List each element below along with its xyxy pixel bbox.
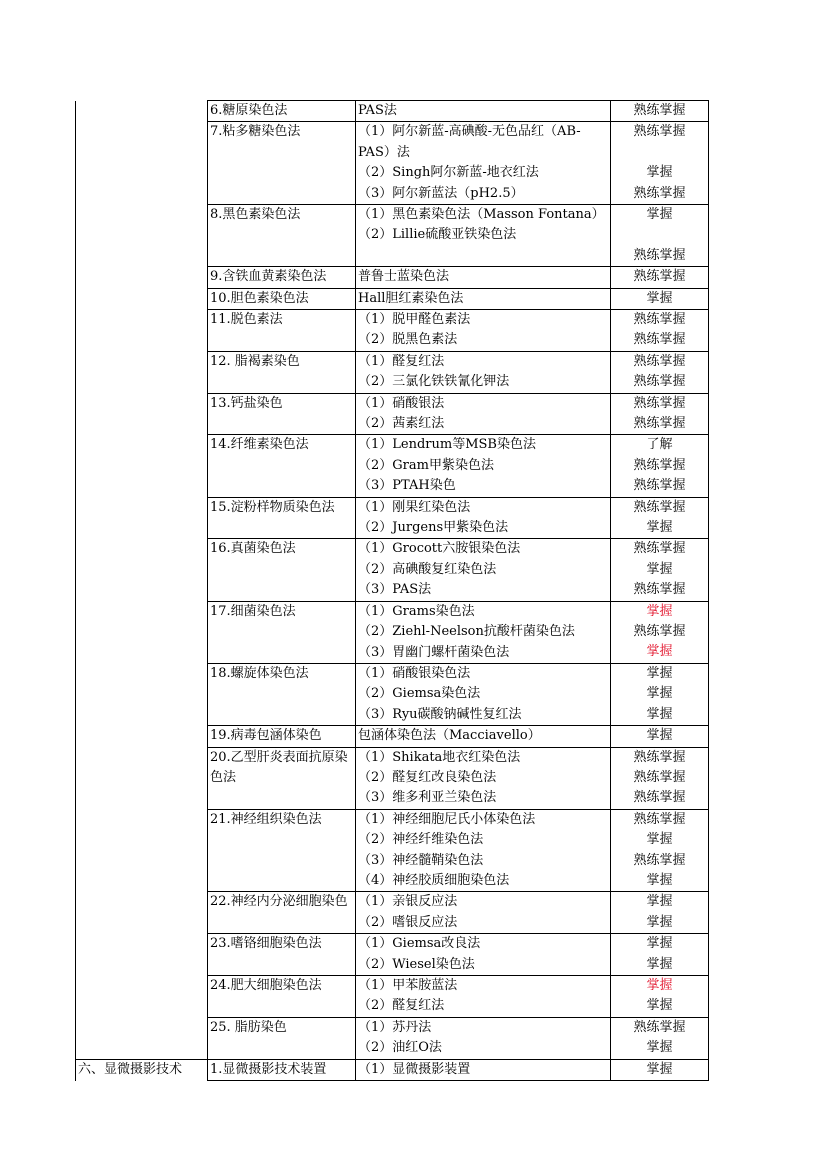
method-cell (356, 435, 611, 497)
table-row (76, 288, 709, 309)
method-line: （1）Grocott六胺银染色法 (358, 541, 521, 557)
mastery-level: 熟练掌握 (633, 332, 686, 348)
mastery-level: 熟练掌握 (633, 852, 686, 868)
mastery-level: 掌握 (646, 561, 673, 577)
level-cell (611, 351, 709, 393)
method-line: （3）阿尔新蓝法（pH2.5） (358, 185, 524, 201)
mastery-level: 掌握 (646, 1040, 673, 1056)
mastery-level: 掌握 (646, 644, 673, 660)
method-cell (356, 101, 611, 122)
table-row (76, 976, 709, 1018)
mastery-level: 掌握 (646, 956, 673, 972)
mastery-level: 掌握 (646, 520, 673, 536)
method-line: （1）阿尔新蓝-高碘酸-无色品红（AB-PAS）法 (358, 124, 581, 160)
item-label: 20.乙型肝炎表面抗原染色法 (210, 749, 348, 785)
item-label: 8.黑色素染色法 (210, 207, 301, 223)
level-cell (611, 205, 709, 267)
item-label: 17.细菌染色法 (210, 603, 296, 619)
mastery-level: 熟练掌握 (633, 353, 686, 369)
method-line: （2）神经纤维染色法 (358, 832, 484, 848)
method-cell (356, 809, 611, 892)
method-line: （3）维多利亚兰染色法 (358, 790, 497, 806)
section-cell (76, 663, 208, 725)
method-cell (356, 351, 611, 393)
level-cell (611, 809, 709, 892)
level-cell (611, 976, 709, 1018)
mastery-level: 熟练掌握 (633, 749, 686, 765)
item-cell (208, 351, 356, 393)
section-cell (76, 934, 208, 976)
item-label: 11.脱色素法 (210, 312, 283, 328)
mastery-level: 熟练掌握 (633, 499, 686, 515)
item-cell (208, 663, 356, 725)
section-cell (76, 288, 208, 309)
level-cell (611, 310, 709, 352)
training-requirements-table (75, 100, 709, 1081)
method-cell (356, 663, 611, 725)
method-cell (356, 892, 611, 934)
method-line: （4）神经胶质细胞染色法 (358, 872, 510, 888)
section-cell (76, 809, 208, 892)
section-cell (76, 101, 208, 122)
level-cell (611, 393, 709, 435)
method-line: （1）神经细胞尼氏小体染色法 (358, 811, 536, 827)
mastery-level: 熟练掌握 (633, 790, 686, 806)
mastery-level: 掌握 (646, 1061, 673, 1077)
method-line: （1）Giemsa改良法 (358, 936, 481, 952)
mastery-level: 掌握 (646, 914, 673, 930)
method-line: （2）嗜银反应法 (358, 914, 458, 930)
item-cell (208, 539, 356, 601)
item-cell (208, 288, 356, 309)
item-label: 19.病毒包涵体染色 (210, 728, 322, 744)
method-line: （2）Jurgens甲紫染色法 (358, 520, 509, 536)
section-cell (76, 497, 208, 539)
item-cell (208, 122, 356, 205)
table-row (76, 1059, 709, 1080)
method-cell (356, 288, 611, 309)
table-row (76, 267, 709, 288)
mastery-level: 熟练掌握 (633, 103, 686, 118)
mastery-level: 熟练掌握 (633, 769, 686, 785)
method-cell (356, 393, 611, 435)
item-cell (208, 747, 356, 809)
section-cell (76, 435, 208, 497)
method-cell (356, 934, 611, 976)
method-line: 包涵体染色法（Macciavello） (358, 728, 541, 744)
table-row (76, 934, 709, 976)
item-cell (208, 1017, 356, 1059)
table-row (76, 747, 709, 809)
level-cell (611, 267, 709, 288)
mastery-level (613, 143, 706, 163)
section-cell (76, 892, 208, 934)
item-label: 13.钙盐染色 (210, 395, 283, 411)
item-cell (208, 497, 356, 539)
item-label: 22.神经内分泌细胞染色 (210, 894, 348, 910)
item-cell (208, 934, 356, 976)
section-cell (76, 267, 208, 288)
item-label: 6.糖原染色法 (210, 103, 288, 118)
level-cell (611, 101, 709, 122)
mastery-level: 掌握 (646, 728, 673, 744)
mastery-level: 掌握 (646, 998, 673, 1014)
method-line: （1）硝酸银染色法 (358, 665, 471, 681)
table-row (76, 435, 709, 497)
item-cell (208, 310, 356, 352)
section-cell (76, 539, 208, 601)
mastery-level: 掌握 (646, 603, 673, 619)
item-label: 12. 脂褐素染色 (210, 353, 300, 369)
method-line: 普鲁士蓝染色法 (358, 269, 450, 285)
level-cell (611, 663, 709, 725)
item-label: 7.粘多糖染色法 (210, 124, 301, 140)
method-line: （1）Shikata地衣红染色法 (358, 749, 521, 765)
method-line: （1）黑色素染色法（Masson Fontana） (358, 207, 605, 223)
section-cell (76, 205, 208, 267)
level-cell (611, 934, 709, 976)
mastery-level: 掌握 (646, 894, 673, 910)
method-line: （1）显微摄影装置 (358, 1061, 471, 1077)
method-line: （3）PTAH染色 (358, 478, 456, 494)
method-cell (356, 267, 611, 288)
item-cell (208, 976, 356, 1018)
method-cell (356, 497, 611, 539)
section-cell (76, 1017, 208, 1059)
mastery-level: 熟练掌握 (633, 395, 686, 411)
method-cell (356, 205, 611, 267)
method-line: （1）脱甲醛色素法 (358, 312, 471, 328)
method-line: （3）Ryu碳酸钠碱性复红法 (358, 706, 522, 722)
method-line: （3）神经髓鞘染色法 (358, 852, 484, 868)
mastery-level: 熟练掌握 (633, 1019, 686, 1035)
item-cell (208, 101, 356, 122)
mastery-level (613, 225, 706, 245)
method-line: （2）Singh阿尔新蓝-地衣红法 (358, 165, 539, 181)
mastery-level: 掌握 (646, 686, 673, 702)
method-line: （2）Gram甲紫染色法 (358, 457, 494, 473)
item-label: 23.嗜铬细胞染色法 (210, 936, 322, 952)
mastery-level: 熟练掌握 (633, 624, 686, 640)
method-cell (356, 1017, 611, 1059)
table-row (76, 393, 709, 435)
method-cell (356, 601, 611, 663)
mastery-level: 掌握 (646, 706, 673, 722)
mastery-level: 掌握 (646, 832, 673, 848)
item-label: 14.纤维素染色法 (210, 437, 309, 453)
item-cell (208, 809, 356, 892)
method-line: （2）三氯化铁铁氰化钾法 (358, 374, 510, 390)
mastery-level: 熟练掌握 (633, 541, 686, 557)
mastery-level: 熟练掌握 (633, 269, 686, 285)
mastery-level: 熟练掌握 (633, 185, 686, 201)
table-row (76, 1017, 709, 1059)
item-cell (208, 205, 356, 267)
method-line: （2）茜素红法 (358, 416, 445, 432)
item-cell (208, 393, 356, 435)
method-line: （1）苏丹法 (358, 1019, 432, 1035)
method-line: Hall胆红素染色法 (358, 290, 464, 306)
method-line: （2）Lillie硫酸亚铁染色法 (358, 227, 517, 243)
method-line: （2）Wiesel染色法 (358, 956, 475, 972)
method-line: （1）甲苯胺蓝法 (358, 978, 458, 994)
method-cell (356, 122, 611, 205)
item-label: 18.螺旋体染色法 (210, 665, 309, 681)
method-line: （1）Lendrum等MSB染色法 (358, 437, 536, 453)
table-row (76, 497, 709, 539)
mastery-level: 熟练掌握 (633, 478, 686, 494)
mastery-level: 熟练掌握 (633, 124, 686, 140)
item-cell (208, 267, 356, 288)
item-label: 9.含铁血黄素染色法 (210, 269, 327, 285)
method-cell (356, 310, 611, 352)
item-cell (208, 601, 356, 663)
item-label: 21.神经组织染色法 (210, 811, 322, 827)
level-cell (611, 122, 709, 205)
table-row (76, 809, 709, 892)
section-cell (76, 351, 208, 393)
mastery-level: 掌握 (646, 665, 673, 681)
table-row (76, 310, 709, 352)
level-cell (611, 747, 709, 809)
level-cell (611, 892, 709, 934)
method-line: （2）Ziehl-Neelson抗酸杆菌染色法 (358, 624, 575, 640)
method-line: （3）PAS法 (358, 582, 432, 598)
method-line: （1）亲银反应法 (358, 894, 458, 910)
table-row (76, 351, 709, 393)
mastery-level: 掌握 (646, 165, 673, 181)
method-cell (356, 726, 611, 747)
table-row (76, 663, 709, 725)
section-label: 六、显微摄影技术 (78, 1061, 183, 1077)
method-line: PAS法 (358, 103, 397, 118)
mastery-level: 熟练掌握 (633, 582, 686, 598)
table-row (76, 601, 709, 663)
level-cell (611, 288, 709, 309)
item-label: 24.肥大细胞染色法 (210, 978, 322, 994)
section-cell (76, 726, 208, 747)
method-cell (356, 1059, 611, 1080)
item-cell (208, 1059, 356, 1080)
section-cell (76, 122, 208, 205)
section-cell (76, 976, 208, 1018)
method-line: （3）胃幽门螺杆菌染色法 (358, 644, 510, 660)
item-cell (208, 726, 356, 747)
mastery-level: 掌握 (646, 936, 673, 952)
item-label: 1.显微摄影技术装置 (210, 1061, 327, 1077)
method-line: （1）硝酸银法 (358, 395, 445, 411)
method-line: （2）Giemsa染色法 (358, 686, 481, 702)
method-line: （2）醛复红法 (358, 998, 445, 1014)
section-cell (76, 393, 208, 435)
method-line: （1）刚果红染色法 (358, 499, 471, 515)
table-row (76, 892, 709, 934)
method-cell (356, 539, 611, 601)
mastery-level: 掌握 (646, 872, 673, 888)
section-cell (76, 1059, 208, 1080)
mastery-level: 掌握 (646, 978, 673, 994)
item-cell (208, 435, 356, 497)
mastery-level: 掌握 (646, 290, 673, 306)
mastery-level: 熟练掌握 (633, 312, 686, 328)
level-cell (611, 497, 709, 539)
method-line: （2）油红O法 (358, 1040, 442, 1056)
method-line: （2）脱黑色素法 (358, 332, 458, 348)
item-label: 15.淀粉样物质染色法 (210, 499, 335, 515)
item-label: 25. 脂肪染色 (210, 1019, 287, 1035)
method-cell (356, 976, 611, 1018)
table-row (76, 122, 709, 205)
method-line: （1）Grams染色法 (358, 603, 475, 619)
level-cell (611, 1059, 709, 1080)
mastery-level: 了解 (646, 437, 673, 453)
table-row (76, 205, 709, 267)
section-cell (76, 310, 208, 352)
mastery-level: 熟练掌握 (633, 416, 686, 432)
method-cell (356, 747, 611, 809)
method-line: （2）高碘酸复红染色法 (358, 561, 497, 577)
item-cell (208, 892, 356, 934)
section-cell (76, 747, 208, 809)
item-label: 10.胆色素染色法 (210, 290, 309, 306)
method-line: （2）醛复红改良染色法 (358, 769, 497, 785)
mastery-level: 熟练掌握 (633, 811, 686, 827)
mastery-level: 熟练掌握 (633, 247, 686, 263)
item-label: 16.真菌染色法 (210, 541, 296, 557)
section-cell (76, 601, 208, 663)
table-row (76, 539, 709, 601)
mastery-level: 掌握 (646, 207, 673, 223)
level-cell (611, 1017, 709, 1059)
level-cell (611, 539, 709, 601)
table-row (76, 101, 709, 122)
method-line: （1）醛复红法 (358, 353, 445, 369)
table-body (76, 101, 709, 1081)
level-cell (611, 726, 709, 747)
level-cell (611, 435, 709, 497)
mastery-level: 熟练掌握 (633, 374, 686, 390)
mastery-level: 熟练掌握 (633, 457, 686, 473)
table-row (76, 726, 709, 747)
level-cell (611, 601, 709, 663)
